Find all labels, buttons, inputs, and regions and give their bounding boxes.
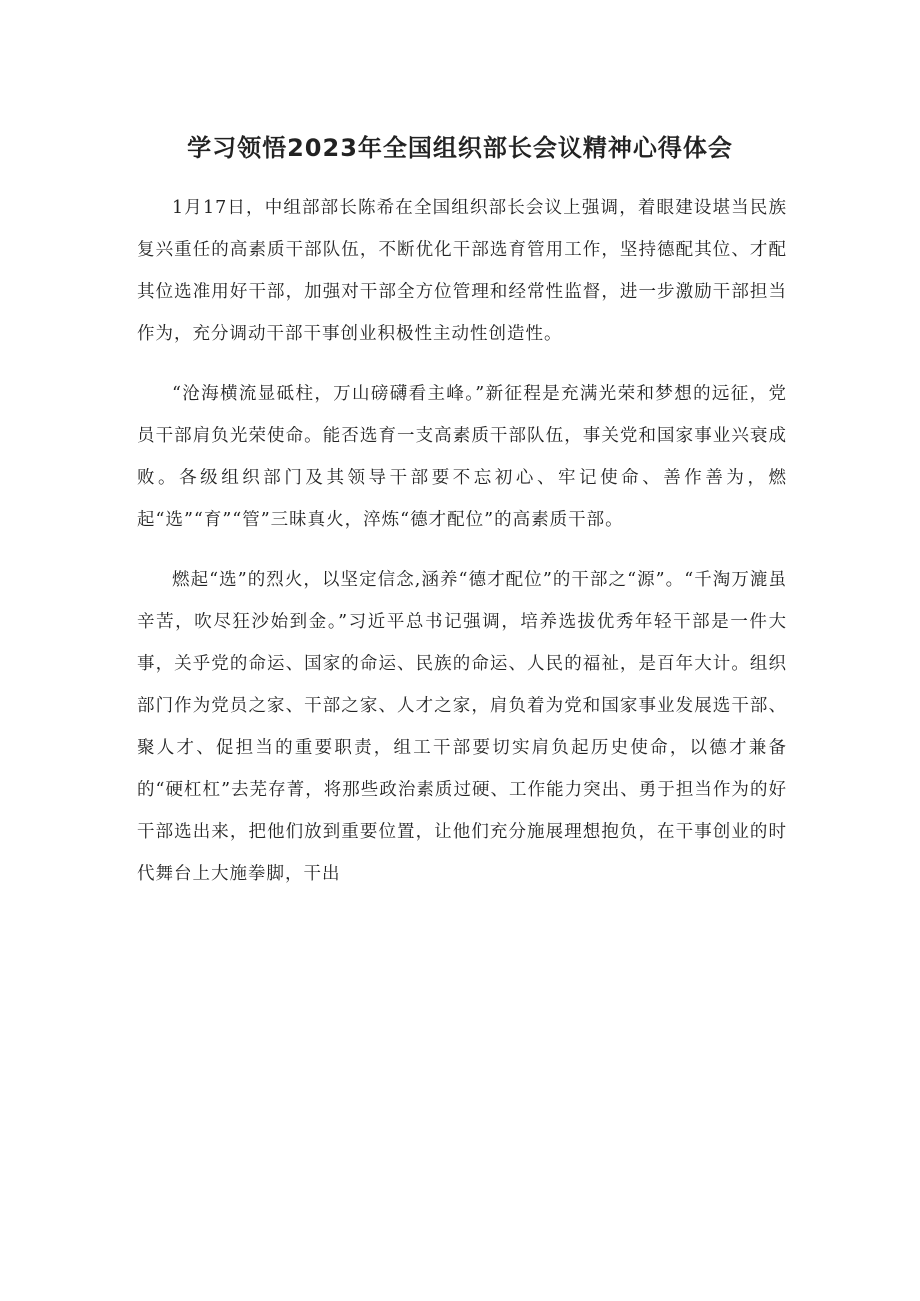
paragraph-3: 燃起“选”的烈火，以坚定信念,涵养“德才配位”的干部之“源”。“千淘万漉虽辛苦，吹尽狂沙始到金。”习近平总书记强调，培养选拔优秀年轻干部是一件大事，关乎党的命运、国家的命运、民族的命运、人民的福祉，是百年大计。组织部门作为党员之家、干部之家、人才之家，肩负着为党和国家事业发展选干部、聚人才、促担当的重要职责，组工干部要切实肩负起历史使命，以德才兼备的“硬杠杠”去芜存菁，将那些政治素质过硬、工作能力突出、勇于担当作为的好干部选出来，把他们放到重要位置，让他们充分施展理想抱负，在干事创业的时代舞台上大施拳脚，干出 xyxy=(137,570,787,884)
paragraph-2: “沧海横流显砥柱，万山磅礴看主峰。”新征程是充满光荣和梦想的远征，党员干部肩负光荣使命。能否选育一支高素质干部队伍，事关党和国家事业兴衰成败。各级组织部门及其领导干部要不忘初心、牢记使命、善作善为，燃起“选”“育”“管”三昧真火，淬炼“德才配位”的高素质干部。 xyxy=(137,384,787,530)
document-title: 学习领悟2023年全国组织部长会议精神心得体会 xyxy=(187,134,733,162)
document-body xyxy=(137,187,787,895)
paragraph-1: 1月17日，中组部部长陈希在全国组织部长会议上强调，着眼建设堪当民族复兴重任的高素质干部队伍，不断优化干部选育管用工作，坚持德配其位、才配其位选准用好干部，加强对干部全方位管理和经常性监督，进一步激励干部担当作为，充分调动干部干事创业积极性主动性创造性。 xyxy=(137,198,787,344)
